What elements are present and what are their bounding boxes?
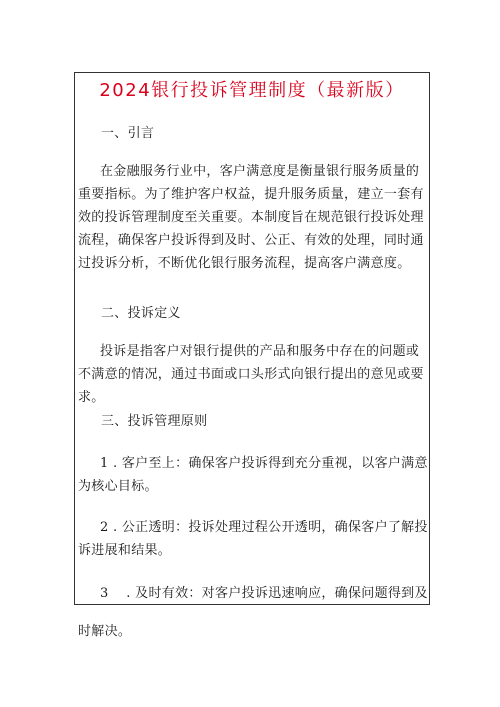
- section-heading-definition: 二、投诉定义: [101, 306, 181, 321]
- section-heading-introduction: 一、引言: [101, 126, 155, 141]
- principle-item-3-continuation: 时解决。: [78, 624, 132, 639]
- principle-item-3: 3 . 及时有效：对客户投诉迅速响应，确保问题得到及: [100, 586, 428, 601]
- section-heading-principles: 三、投诉管理原则: [101, 414, 208, 429]
- document-title: 2024银行投诉管理制度（最新版）: [99, 80, 405, 101]
- principle-item-1: 1 . 客户至上：确保客户投诉得到充分重视，以客户满意为核心目标。: [78, 456, 428, 494]
- paragraph-introduction: 在金融服务行业中，客户满意度是衡量银行服务质量的重要指标。为了维护客户权益，提升服务质量，建立一套有效的投诉管理制度至关重要。本制度旨在规范银行投诉处理流程，确保客户投诉得到及时、公正、有效的处理，同时通过投诉分析，不断优化银行服务流程，提高客户满意度。: [78, 164, 424, 271]
- principle-item-2: 2 . 公正透明：投诉处理过程公开透明，确保客户了解投诉进展和结果。: [78, 520, 428, 558]
- paragraph-definition: 投诉是指客户对银行提供的产品和服务中存在的问题或不满意的情况，通过书面或口头形式向银行提出的意见或要求。: [78, 344, 424, 405]
